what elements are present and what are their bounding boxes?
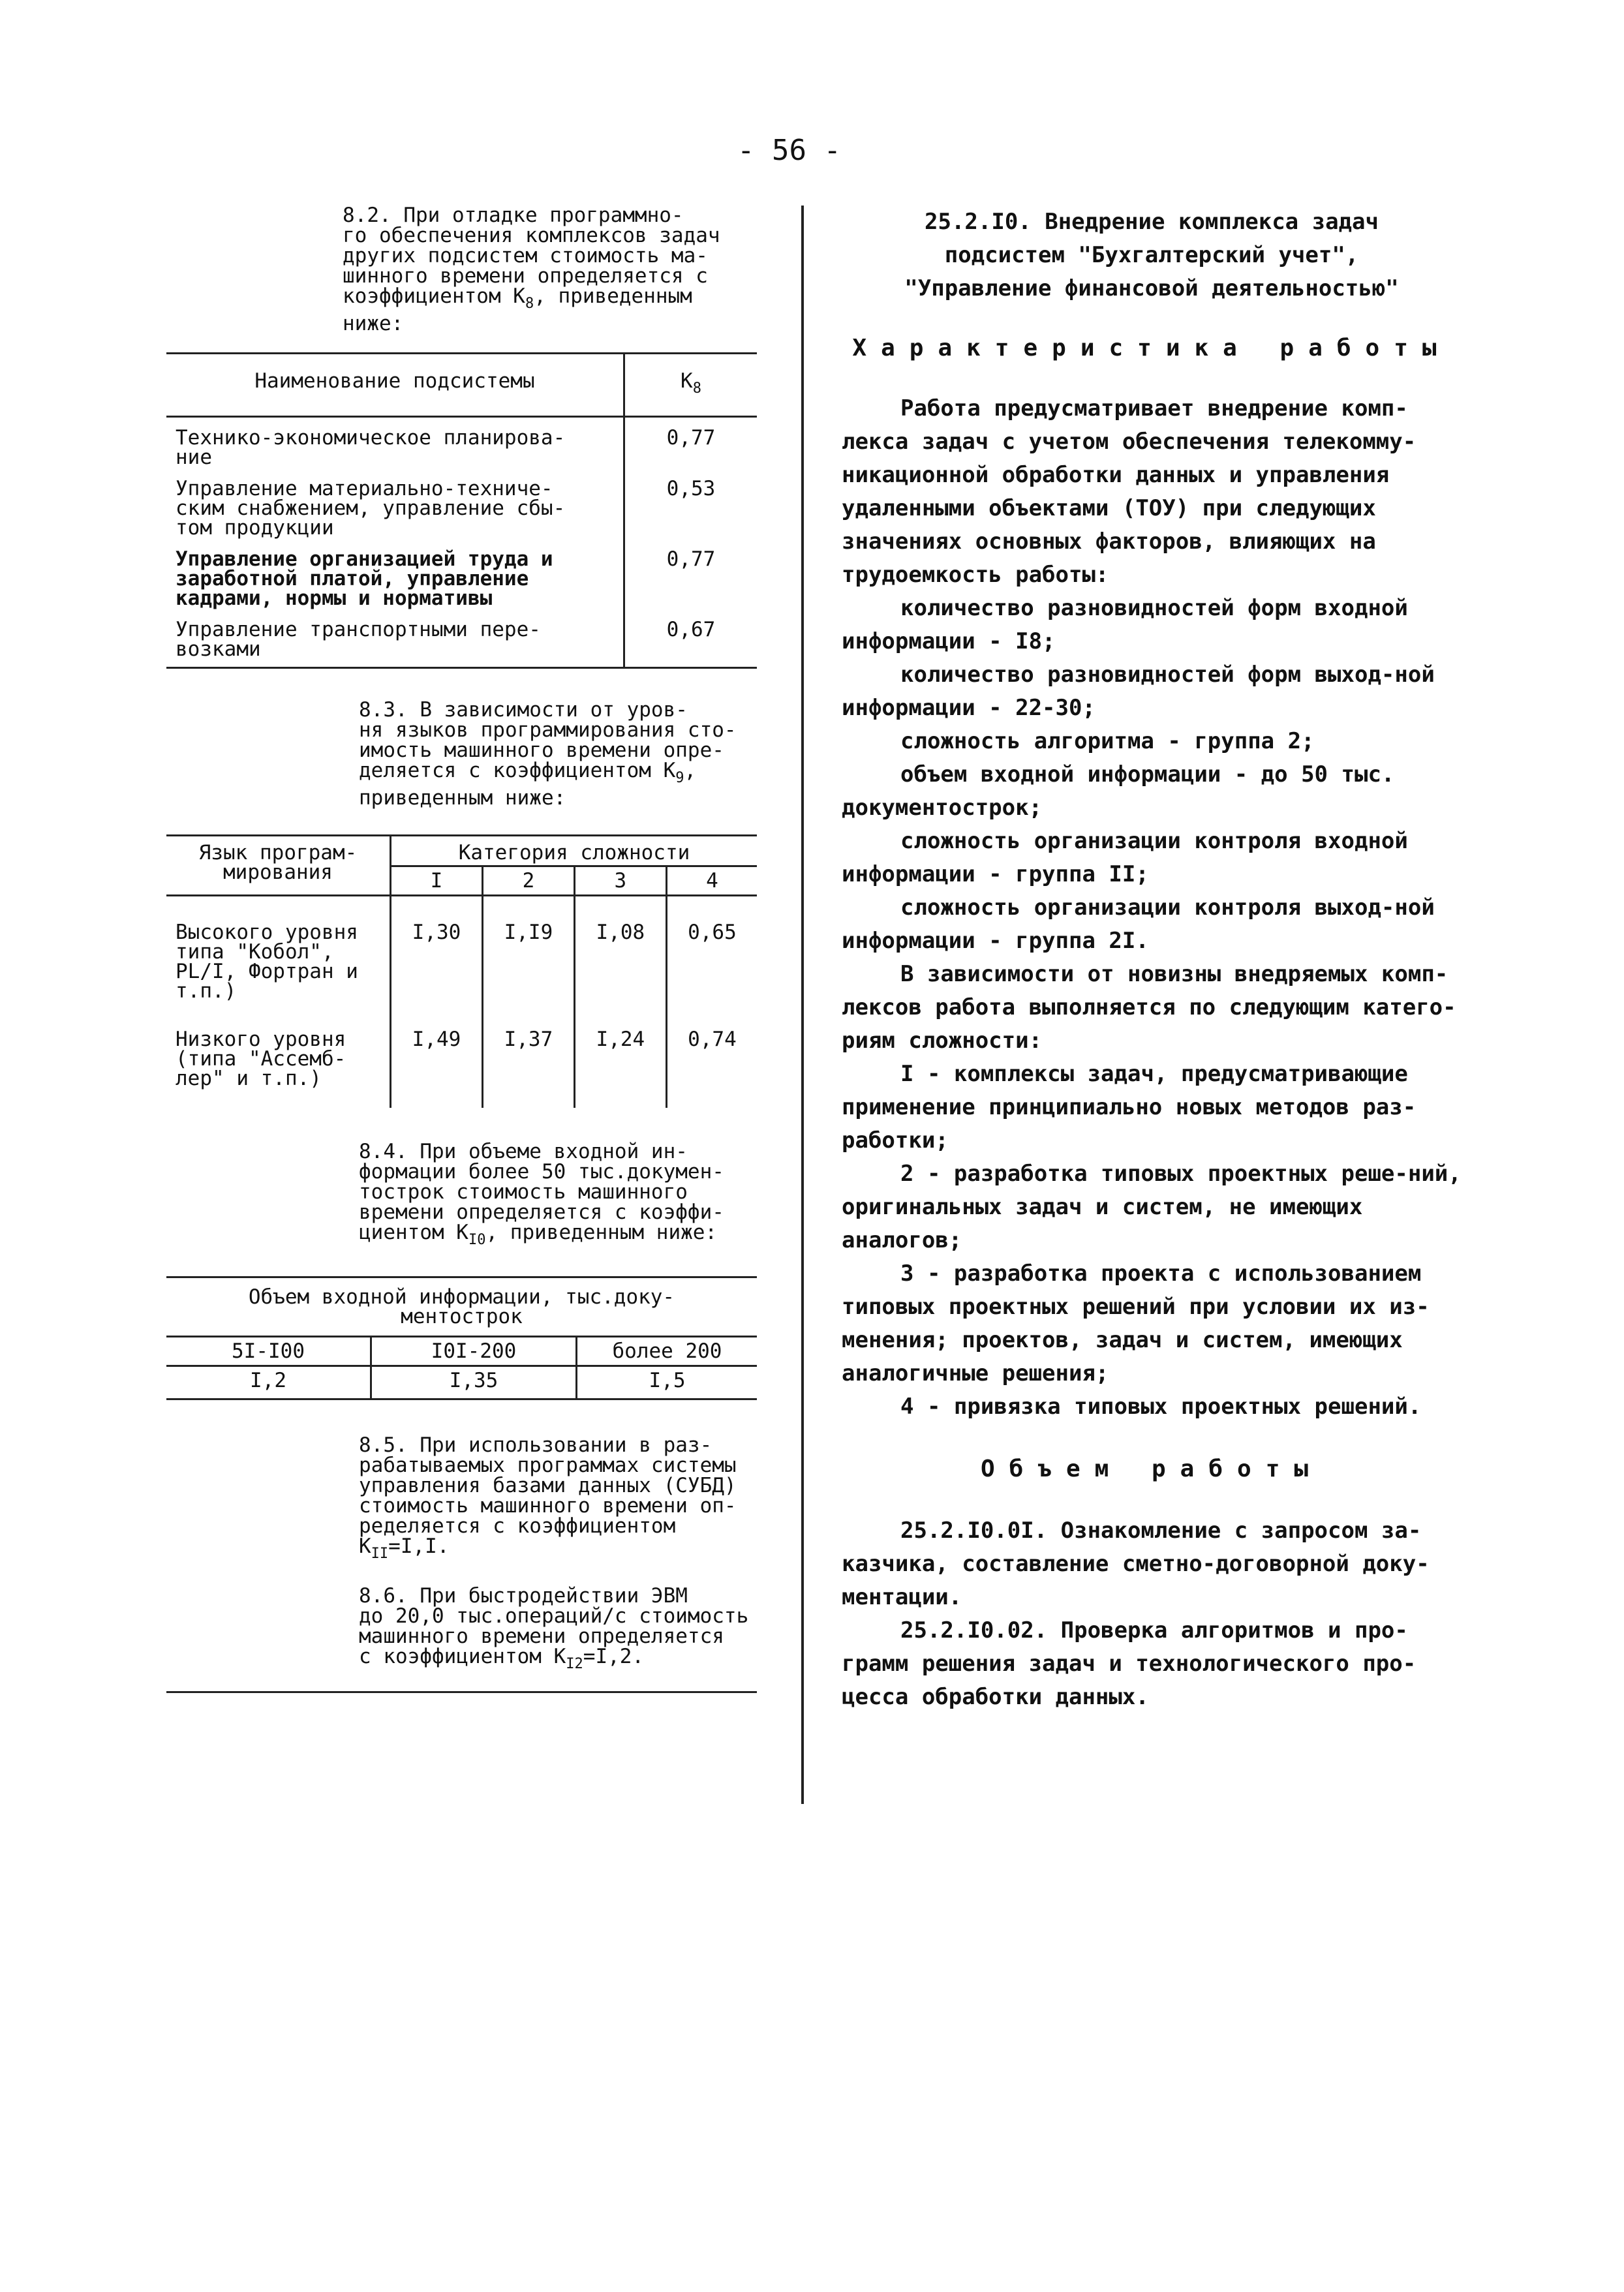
t2-head-cat: Категория сложности	[391, 836, 758, 866]
paragraph: I - комплексы задач, предусматривающие применение принципиально новых методов раз-работки;	[842, 1061, 1417, 1154]
bottom-rule	[166, 1691, 757, 1693]
page-number: - 56 -	[737, 134, 841, 167]
table-row: I,2 I,35 I,5	[166, 1366, 757, 1399]
table-row: Высокого уровня типа "Кобол", PL/I, Фортран и т.п.) I,30 I,I9 I,08 0,65	[166, 896, 757, 1021]
table-row: Управление транспортными пере- возками 0,67	[166, 612, 757, 668]
paragraph: количество разновидностей форм выход-ной информации - 22-30;	[842, 662, 1435, 721]
paragraph: сложность организации контроля выход-ной информации - группа 2I.	[842, 894, 1435, 954]
t1-head-name: Наименование подсистемы	[166, 354, 624, 417]
paragraph: сложность алгоритма - группа 2;	[900, 728, 1315, 754]
paragraph: 25.2.I0.0I. Ознакомление с запросом за-казчика, составление сметно-договорной доку-ментации.	[842, 1518, 1430, 1610]
paragraph: В зависимости от новизны внедряемых комп-лексов работа выполняется по следующим катего-риям сложности:	[842, 961, 1456, 1054]
paragraph: количество разновидностей форм входной информации - I8;	[842, 595, 1408, 654]
table-k9: Язык програм- мирования Категория сложности I 2 3 4 Высокого уровня типа "Кобол", PL/I, Фортран и т.п.) I,30 I,I9 I,08 0,65 Низкого уровня (типа "Ассемб- лер" и т.п.) I,49 I,37 I,24 0,74	[166, 834, 757, 1108]
paragraph: 4 - привязка типовых проектных решений.	[900, 1394, 1422, 1420]
t2-head-lang: Язык програм- мирования	[166, 836, 391, 896]
column-divider	[801, 206, 804, 1804]
paragraph: 25.2.I0.02. Проверка алгоритмов и про-грамм решения задач и технологического про-цесса обработки данных.	[842, 1617, 1417, 1710]
section-8-6: 8.6. При быстродействии ЭВМ до 20,0 тыс.операций/с стоимость машинного времени определяется с коэффициентом $K_{I2}=I,2$.	[359, 1584, 749, 1672]
volume-title: Объем работы	[980, 1456, 1323, 1482]
section-8-3: 8.3. В зависимости от уров- ня языков программирования сто- имость машинного времени опре- деляется с коэффициентом $K_9$, приведенным ниже:	[359, 698, 737, 810]
paragraph: 2 - разработка типовых проектных реше-ний, оригинальных задач и систем, не имеющих аналогов;	[842, 1161, 1462, 1253]
table-row: Управление материально-техниче- ским снабжением, управление сбы- том продукции 0,53	[166, 471, 757, 542]
characteristic-title: Характеристика работы	[852, 335, 1451, 361]
table-row: Технико-экономическое планирова- ние 0,77	[166, 417, 757, 472]
paragraph: 3 - разработка проекта с использованием типовых проектных решений при условии их из-менения; проектов, задач и систем, имеющих аналогичные решения;	[842, 1261, 1430, 1386]
section-heading: 25.2.I0. Внедрение комплекса задач подсистем "Бухгалтерский учет", "Управление финансовой деятельностью"	[904, 209, 1399, 301]
paragraph: объем входной информации - до 50 тыс. документострок;	[842, 761, 1395, 821]
section-8-5: 8.5. При использовании в раз- рабатываемых программах системы управления базами данных (СУБД) стоимость машинного времени оп- ределяется с коэффициентом $K_{II}=I,I$.	[359, 1433, 737, 1562]
table-k10: Объем входной информации, тыс.доку- ментострок 5I-I00 I0I-200 более 200 I,2 I,35 I,5	[166, 1276, 757, 1400]
section-8-2: 8.2. При отладке программно- го обеспечения комплексов задач других подсистем стоимость ма- шинного времени определяется с коэффициентом $K_8$, приведенным ниже:	[343, 204, 720, 335]
table-row: Управление организацией труда и заработной платой, управление кадрами, нормы и нормативы 0,77	[166, 542, 757, 612]
section-8-4: 8.4. При объеме входной ин- формации более 50 тыс.докумен- тострок стоимость машинного времени определяется с коэффи- циентом $K_{I0}$, приведенным ниже:	[359, 1140, 724, 1248]
left-column	[166, 206, 773, 1693]
right-column	[842, 206, 1462, 1714]
paragraph: Работа предусматривает внедрение комп-лекса задач с учетом обеспечения телекомму-никационной обработки данных и управления удаленными объектами (ТОУ) при следующих значениях основных факторов, влияющих на трудоемкость работы:	[842, 395, 1417, 588]
volume-body	[842, 1514, 1462, 1714]
paragraph: сложность организации контроля входной информации - группа II;	[842, 828, 1408, 887]
t1-head-k: $K_8$	[681, 369, 701, 397]
t3-head: Объем входной информации, тыс.доку- ментострок	[166, 1277, 757, 1337]
table-k8	[166, 352, 757, 669]
characteristic-body	[842, 392, 1462, 1424]
table-row: Низкого уровня (типа "Ассемб- лер" и т.п.) I,49 I,37 I,24 0,74	[166, 1020, 757, 1108]
